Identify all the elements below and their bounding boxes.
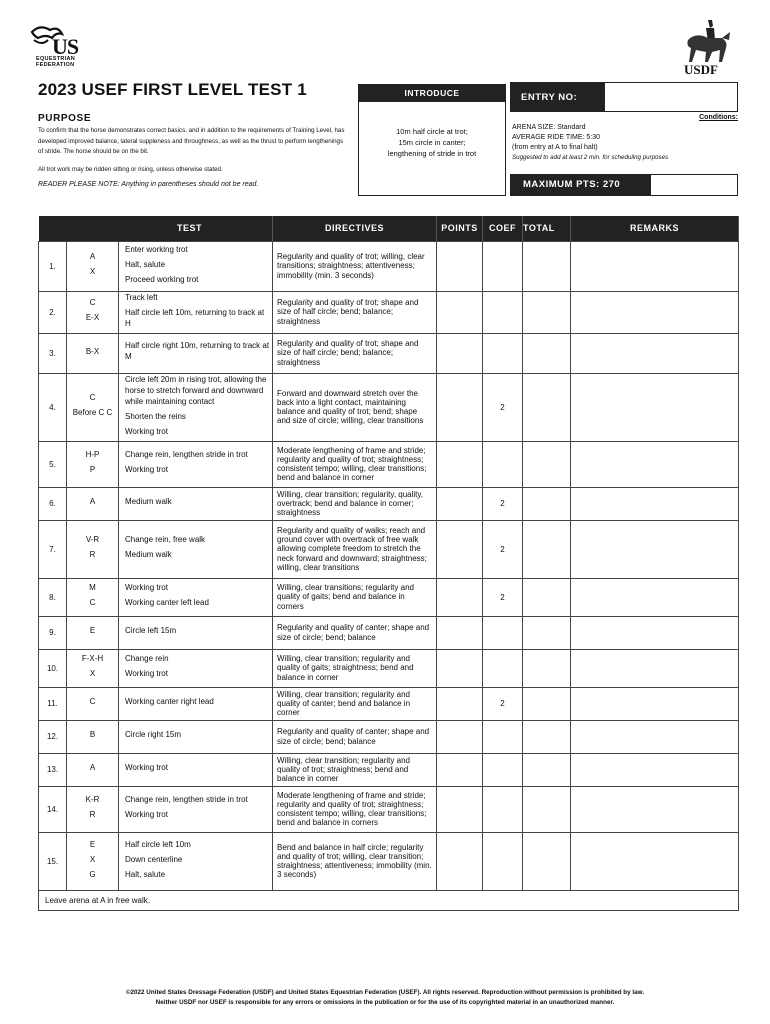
remarks-cell[interactable] [571,520,739,578]
movement-description [119,333,273,373]
movement-line: Down centerline [125,854,183,864]
directive-text: Willing, clear transition; regularity and quality of trot; straightness; bend and balance in corner [273,753,437,786]
coefficient-cell [483,441,523,487]
reader-note: READER PLEASE NOTE: Anything in parentheses should not be read. [38,181,259,188]
movement-number: 14. [39,786,67,832]
movement-number: 1. [39,241,67,291]
test-sheet-table [38,216,739,911]
header-points: POINTS [437,216,483,241]
total-cell[interactable] [523,687,571,720]
arena-letter: Before C C [72,408,113,417]
movement-description [119,441,273,487]
total-cell[interactable] [523,649,571,687]
movement-description [119,291,273,333]
movement-number: 13. [39,753,67,786]
movement-line: Change rein, lengthen stride in trot [125,795,248,804]
arena-letter: C [89,393,96,402]
movement-number: 9. [39,616,67,649]
remarks-cell[interactable] [571,832,739,890]
arena-letters [67,333,119,373]
arena-letters [67,487,119,520]
remarks-cell[interactable] [571,333,739,373]
movement-line: Shorten the reins [125,411,186,421]
movement-number: 8. [39,578,67,616]
movement-line: Change rein, lengthen stride in trot [125,450,248,459]
arena-letters [67,687,119,720]
movement-line: Medium walk [125,497,172,506]
table-header-row [39,216,739,241]
condition-arena: ARENA SIZE: Standard [512,124,586,131]
coefficient-cell [483,291,523,333]
arena-letter: M [89,583,96,592]
total-cell[interactable] [523,291,571,333]
arena-letter: X [89,854,96,864]
coefficient-cell [483,333,523,373]
maximum-points-label: MAXIMUM PTS: 270 [511,175,651,195]
total-cell[interactable] [523,578,571,616]
movement-line: Enter working trot [125,244,188,254]
table-row [39,520,739,578]
movement-line: Change rein, free walk [125,535,206,544]
coefficient-cell: 2 [483,373,523,441]
header-remarks: REMARKS [571,216,739,241]
copyright-footer [0,988,770,1008]
table-row [39,578,739,616]
points-cell[interactable] [437,441,483,487]
trot-note: All trot work may be ridden sitting or rising, unless otherwise stated. [38,166,223,173]
points-cell[interactable] [437,333,483,373]
points-cell[interactable] [437,786,483,832]
arena-letter: A [89,252,96,261]
arena-letters [67,441,119,487]
movement-line: Circle right 15m [125,730,182,739]
movement-line: Halt, salute [125,869,166,879]
condition-suggestion: Suggested to add at least 2 min. for scheduling purposes [512,154,669,161]
arena-letters [67,291,119,333]
directive-text: Willing, clear transition; regularity and quality of gaits; straightness; bend and balance in corner [273,649,437,687]
movement-description [119,373,273,441]
movement-number: 6. [39,487,67,520]
arena-letter: F-X-H [81,654,104,663]
movement-line: Circle left 15m [125,626,177,635]
leave-arena-note: Leave arena at A in free walk. [39,890,739,910]
movement-number: 10. [39,649,67,687]
movement-description [119,786,273,832]
table-row [39,649,739,687]
arena-letter: R [89,550,96,559]
movement-line: Working trot [125,669,168,678]
table-row [39,487,739,520]
points-cell[interactable] [437,520,483,578]
coefficient-cell [483,720,523,753]
total-cell[interactable] [523,832,571,890]
movement-line: Half circle left 10m [125,839,191,849]
movement-line: Working trot [125,465,168,474]
coefficient-cell [483,241,523,291]
arena-letter: K-R [85,795,100,804]
points-cell[interactable] [437,616,483,649]
movement-description [119,616,273,649]
table-row [39,720,739,753]
arena-letter: E-X [85,313,100,322]
remarks-cell[interactable] [571,441,739,487]
arena-letter: E [89,626,96,635]
movement-number: 12. [39,720,67,753]
conditions-block [512,113,738,163]
directive-text: Regularity and quality of canter; shape and size of circle; bend; balance [273,720,437,753]
total-cell[interactable] [523,720,571,753]
total-cell[interactable] [523,786,571,832]
usef-wordmark: EQUESTRIAN FEDERATION [36,56,76,68]
table-row [39,333,739,373]
total-cell[interactable] [523,373,571,441]
movement-number: 15. [39,832,67,890]
points-cell[interactable] [437,578,483,616]
points-cell[interactable] [437,687,483,720]
coefficient-cell: 2 [483,578,523,616]
condition-ride-time: AVERAGE RIDE TIME: 5:30 [512,134,601,141]
movement-number: 5. [39,441,67,487]
arena-letter: C [89,697,96,706]
purpose-text: To confirm that the horse demonstrates correct basics, and in addition to the requirements of Training Level, has developed improved balance, lateral suppleness and throughness, as well as the thrust to perform lengthenings of stride. The horse should be on the bit. [38,127,345,155]
leave-arena-row [39,890,739,910]
movement-description [119,487,273,520]
movement-line: Change rein [125,654,169,663]
directive-text: Forward and downward stretch over the back into a light contact, maintaining balance and quality of trot; bend; shape and size of circle; willing, clear transitions [273,373,437,441]
movement-description [119,753,273,786]
maximum-points-box [510,174,738,196]
movement-line: Working trot [125,583,168,592]
points-cell[interactable] [437,241,483,291]
introduce-box [358,84,506,196]
arena-letters [67,649,119,687]
header-total: TOTAL [523,216,571,241]
directive-text: Moderate lengthening of frame and stride; regularity and quality of trot; straightness; consistent tempo; willing, clear transitions; bend and balance in corners [273,786,437,832]
page-title: 2023 USEF FIRST LEVEL TEST 1 [38,80,307,99]
total-cell[interactable] [523,333,571,373]
total-cell[interactable] [523,753,571,786]
arena-letter: H-P [85,450,100,459]
arena-letters [67,616,119,649]
movement-description [119,520,273,578]
directive-text: Regularity and quality of trot; shape and size of half circle; bend; balance; straightness [273,291,437,333]
purpose-heading: PURPOSE [38,113,92,124]
arena-letters [67,786,119,832]
movement-description [119,720,273,753]
remarks-cell[interactable] [571,753,739,786]
coefficient-cell: 2 [483,487,523,520]
arena-letter: C [89,298,96,307]
header-directives: DIRECTIVES [273,216,437,241]
arena-letter: A [89,497,96,506]
movement-description [119,832,273,890]
coefficient-cell [483,832,523,890]
remarks-cell[interactable] [571,578,739,616]
movement-number: 4. [39,373,67,441]
total-cell[interactable] [523,616,571,649]
arena-letter: B-X [85,346,100,356]
points-cell[interactable] [437,832,483,890]
movement-line: Halt, salute [125,259,166,269]
points-cell[interactable] [437,373,483,441]
movement-line: Working trot [125,763,168,772]
disclaimer-line: Neither USDF nor USEF is responsible for any errors or omissions in the publication or for the use of its copyrighted material in an unauthorized manner. [155,999,615,1006]
movement-line: Working trot [125,426,168,436]
header-coef: COEF [483,216,523,241]
movement-description [119,578,273,616]
remarks-cell[interactable] [571,616,739,649]
arena-letters [67,832,119,890]
table-row [39,241,739,291]
rider-silhouette-icon [682,18,732,64]
us-mark: US [52,34,79,59]
condition-ride-time-note: (from entry at A to final halt) [512,144,598,151]
movement-line: Proceed working trot [125,274,199,284]
movement-line: Circle left 20m in rising trot, allowing the horse to stretch forward and downward while maintaining contact [125,374,267,406]
table-row [39,753,739,786]
directive-text: Bend and balance in half circle; regularity and quality of trot; willing, clear transition; straightness; attentiveness; immobility (min. 3 seconds) [273,832,437,890]
entry-number-field[interactable] [510,82,738,112]
arena-letters [67,241,119,291]
arena-letters [67,753,119,786]
arena-letter: B [89,730,96,739]
remarks-cell[interactable] [571,786,739,832]
directive-text: Regularity and quality of trot; shape and size of half circle; bend; balance; straightness [273,333,437,373]
conditions-heading: Conditions: [699,114,738,121]
directive-text: Regularity and quality of trot; willing, clear transitions; straightness; attentiveness; immobility (min. 3 seconds) [273,241,437,291]
header-test: TEST [39,216,273,241]
movement-line: Working canter left lead [125,598,209,607]
arena-letters [67,578,119,616]
remarks-cell[interactable] [571,373,739,441]
coefficient-cell [483,753,523,786]
movement-description [119,649,273,687]
total-cell[interactable] [523,487,571,520]
coefficient-cell: 2 [483,520,523,578]
table-row [39,441,739,487]
usdf-wordmark: USDF [684,62,718,77]
usdf-logo [678,18,738,78]
directive-text: Regularity and quality of canter; shape and size of circle; bend; balance [273,616,437,649]
movement-number: 3. [39,333,67,373]
points-cell[interactable] [437,720,483,753]
remarks-cell[interactable] [571,687,739,720]
movement-description [119,241,273,291]
movement-line: Medium walk [125,550,172,559]
total-cell[interactable] [523,520,571,578]
coefficient-cell [483,786,523,832]
total-cell[interactable] [523,441,571,487]
movement-number: 7. [39,520,67,578]
directive-text: Moderate lengthening of frame and stride; regularity and quality of trot; straightness; consistent tempo; willing, clear transitions; bend and balance in corner [273,441,437,487]
directive-text: Willing, clear transitions; regularity and quality of gaits; bend and balance in corners [273,578,437,616]
points-cell[interactable] [437,649,483,687]
arena-letter: A [89,763,96,772]
copyright-line: ©2022 United States Dressage Federation (USDF) and United States Equestrian Federation (USEF). All rights reserved. Reproduction without permission is prohibited by law. [125,989,645,996]
arena-letters [67,720,119,753]
movement-number: 2. [39,291,67,333]
test-table-body [39,241,739,910]
table-row [39,373,739,441]
remarks-cell[interactable] [571,649,739,687]
directive-text: Willing, clear transition; regularity and quality of canter; bend and balance in corner [273,687,437,720]
remarks-cell[interactable] [571,241,739,291]
table-row [39,786,739,832]
table-row [39,291,739,333]
usef-logo [28,24,88,68]
coefficient-cell: 2 [483,687,523,720]
arena-letter: R [89,810,96,819]
arena-letters [67,520,119,578]
introduce-body: 10m half circle at trot; 15m circle in canter; lengthening of stride in trot [387,127,477,158]
movement-number: 11. [39,687,67,720]
remarks-cell[interactable] [571,720,739,753]
coefficient-cell [483,616,523,649]
movement-line: Half circle left 10m, returning to track at H [125,307,265,328]
movement-line: Half circle right 10m, returning to track at M [125,341,270,361]
points-cell[interactable] [437,753,483,786]
remarks-cell[interactable] [571,291,739,333]
coefficient-cell [483,649,523,687]
arena-letter: P [89,465,96,474]
arena-letter: E [89,839,96,849]
movement-line: Working trot [125,810,168,819]
arena-letter: C [89,598,96,607]
arena-letter: V-R [85,535,100,544]
movement-line: Working canter right lead [125,697,214,706]
total-cell[interactable] [523,241,571,291]
table-row [39,616,739,649]
points-cell[interactable] [437,487,483,520]
arena-letters [67,373,119,441]
table-row [39,832,739,890]
arena-letter: X [89,669,96,678]
arena-letter: X [89,267,96,276]
directive-text: Willing, clear transition; regularity, quality, overtrack; bend and balance in corner; straightness [273,487,437,520]
remarks-cell[interactable] [571,487,739,520]
directive-text: Regularity and quality of walks; reach and ground cover with overtrack of free walk allowing complete freedom to stretch the neck forward and downward; straightness; willing, clear transitions [273,520,437,578]
introduce-heading: INTRODUCE [359,85,505,102]
entry-number-label: ENTRY NO: [511,83,605,111]
arena-letter: G [89,869,96,879]
movement-line: Track left [125,292,158,302]
table-row [39,687,739,720]
points-cell[interactable] [437,291,483,333]
movement-description [119,687,273,720]
